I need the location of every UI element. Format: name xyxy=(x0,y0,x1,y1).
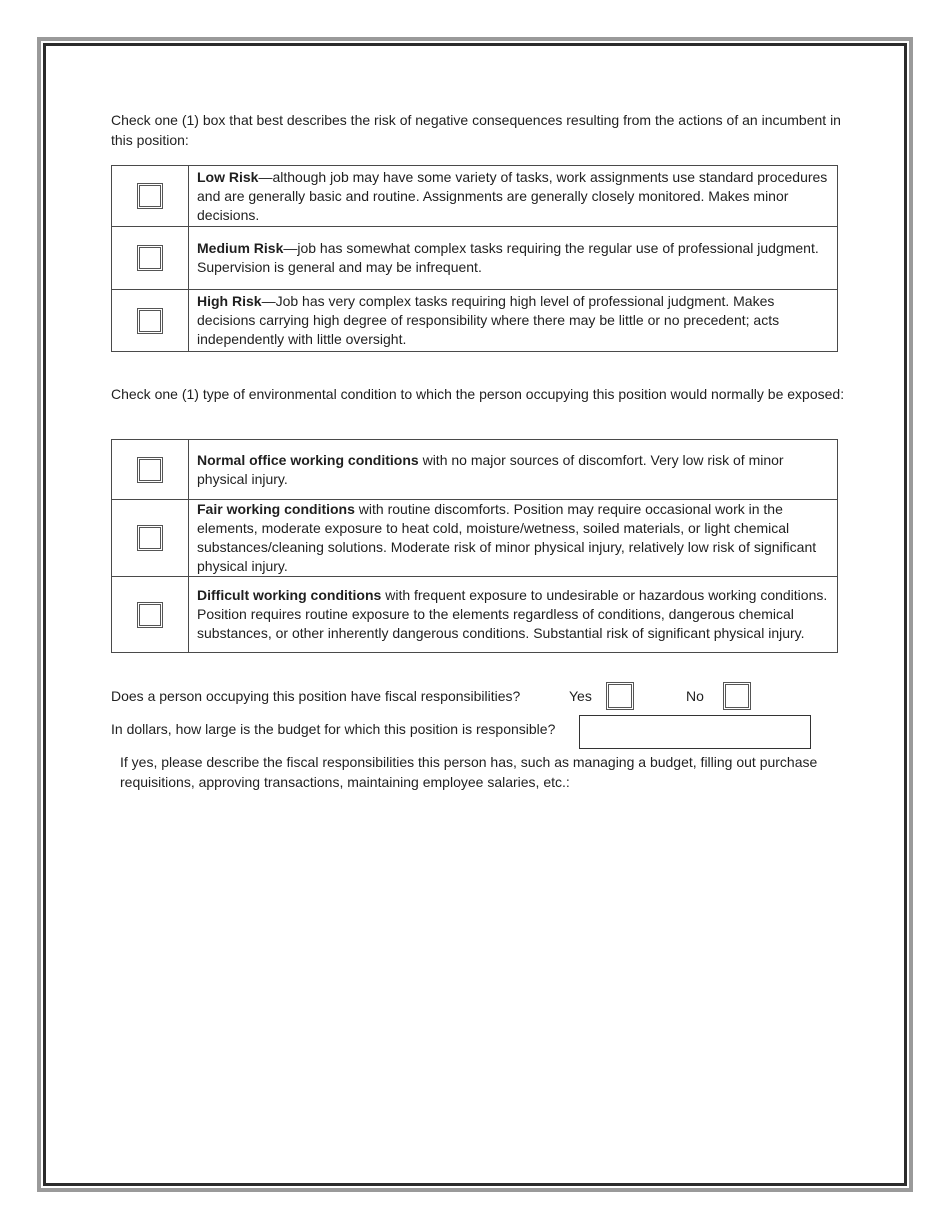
fiscal-description-area[interactable] xyxy=(111,800,842,1164)
risk-option-medium xyxy=(112,227,838,290)
fair-conditions-checkbox[interactable] xyxy=(137,525,163,551)
normal-conditions-description: with no major sources of discomfort. Very low risk of minor physical injury. xyxy=(197,451,784,487)
difficult-conditions-title: Difficult working conditions xyxy=(197,587,382,603)
no-label: No xyxy=(686,688,704,704)
high-risk-description: —Job has very complex tasks requiring high level of professional judgment. Makes decisions carrying high degree of responsibility where there may be little or no precedent; acts independently with little oversight. xyxy=(197,293,780,347)
fiscal-yes-checkbox[interactable] xyxy=(606,682,634,710)
fiscal-description-prompt: If yes, please describe the fiscal responsibilities this person has, such as managing a budget, filling out purchase requisitions, approving transactions, maintaining employee salaries, etc.: xyxy=(120,754,818,790)
risk-instructions: Check one (1) box that best describes the risk of negative consequences resulting from the actions of an incumbent in this position: xyxy=(111,112,841,148)
environment-instructions: Check one (1) type of environmental condition to which the person occupying this position would normally be exposed: xyxy=(111,386,845,402)
fiscal-no-checkbox[interactable] xyxy=(723,682,751,710)
normal-conditions-title: Normal office working conditions xyxy=(197,451,419,468)
risk-options-table xyxy=(111,165,838,352)
medium-risk-checkbox[interactable] xyxy=(137,245,163,271)
low-risk-title: Low Risk xyxy=(197,168,259,185)
difficult-conditions-checkbox[interactable] xyxy=(137,602,163,628)
high-risk-title: High Risk xyxy=(197,293,262,309)
medium-risk-title: Medium Risk xyxy=(197,240,284,256)
yes-label: Yes xyxy=(569,688,592,704)
budget-amount-input[interactable] xyxy=(579,715,811,749)
environment-option-fair xyxy=(112,500,838,577)
difficult-conditions-description: with frequent exposure to undesirable or hazardous working conditions. Position requires routine exposure to the elements regardless of conditions, dangerous chemical substances, or other inherently dangerous conditions. Substantial risk of significant physical injury. xyxy=(197,587,828,641)
high-risk-checkbox[interactable] xyxy=(137,308,163,334)
low-risk-description: —although job may have some variety of tasks, work assignments use standard procedures and are generally basic and routine. Assignments are generally closely monitored. Makes minor decisions. xyxy=(197,168,828,223)
risk-option-low xyxy=(112,166,838,227)
fair-conditions-description: with routine discomforts. Position may require occasional work in the elements, moderate exposure to heat cold, moisture/wetness, soiled materials, or light chemical substances/cleaning solutions. Moderate risk of minor physical injury, relatively low risk of significant physical injury. xyxy=(197,501,817,574)
environment-option-difficult xyxy=(112,577,838,653)
risk-option-high xyxy=(112,290,838,352)
environment-options-table xyxy=(111,439,838,653)
normal-conditions-checkbox[interactable] xyxy=(137,457,163,483)
environment-option-normal xyxy=(112,440,838,500)
low-risk-checkbox[interactable] xyxy=(137,183,163,209)
fair-conditions-title: Fair working conditions xyxy=(197,501,355,517)
budget-question: In dollars, how large is the budget for which this position is responsible? xyxy=(111,721,556,737)
fiscal-question: Does a person occupying this position have fiscal responsibilities? xyxy=(111,688,521,704)
medium-risk-description: —job has somewhat complex tasks requiring the regular use of professional judgment. Supervision is general and may be infrequent. xyxy=(197,240,819,275)
